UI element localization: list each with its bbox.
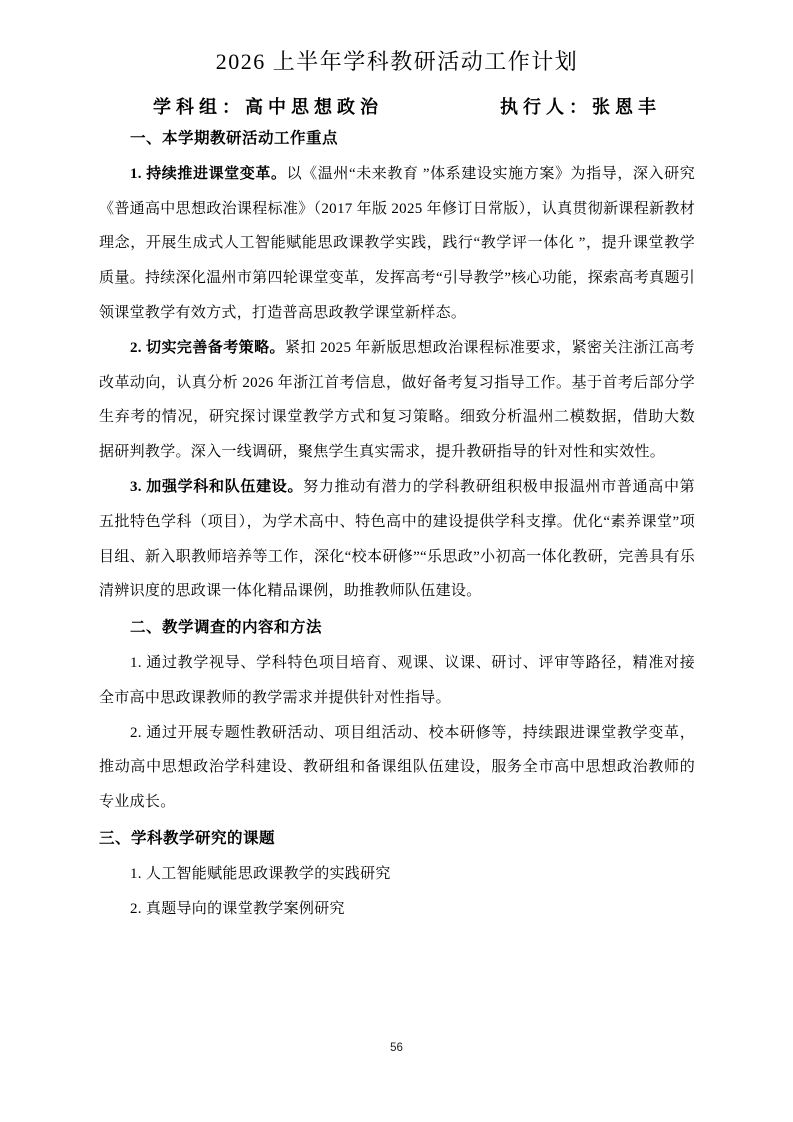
research-topic-2: 2. 真题导向的课堂教学案例研究 xyxy=(130,900,345,917)
paragraph-3-lead: 3. 加强学科和队伍建设。 xyxy=(130,478,304,495)
page-title: 2026 上半年学科教研活动工作计划 xyxy=(215,49,579,74)
paragraph-2-text: 紧扣 2025 年新版思想政治课程标准要求，紧密关注浙江高考改革动向，认真分析 2026 年浙江首考信息，做好备考复习指导工作。基于首考后部分学生弃考的情况，研究探讨课堂教学方式和复习策略。细致分析温州二模数据，借助大数据研判教学。深入一线调研，聚焦学生真实需求，提升教研指导的针对性和实效性。 xyxy=(99,339,695,461)
document-content xyxy=(99,46,695,926)
subject-group-label: 学科组：高中思想政治 xyxy=(153,97,383,117)
paragraph-1-lead: 1. 持续推进课堂变革。 xyxy=(130,165,287,182)
paragraph-survey-1: 1. 通过教学视导、学科特色项目培育、观课、议课、研讨、评审等路径，精准对接全市高中思政课教师的教学需求并提供针对性指导。 xyxy=(99,654,695,706)
paragraph-2-lead: 2. 切实完善备考策略。 xyxy=(130,339,285,356)
section-3-heading: 三、学科教学研究的课题 xyxy=(99,829,276,847)
paragraph-classroom-reform xyxy=(99,157,695,331)
page-number: 56 xyxy=(390,1042,403,1054)
paragraph-exam-strategy xyxy=(99,331,695,470)
paragraph-survey-2: 2. 通过开展专题性教研活动、项目组活动、校本研修等，持续跟进课堂教学变革，推动高中思想政治学科建设、教研组和备课组队伍建设，服务全市高中思想政治教师的专业成长。 xyxy=(99,724,695,811)
paragraph-team-building xyxy=(99,470,695,609)
executor-label: 执行人：张恩丰 xyxy=(500,97,661,117)
section-1-heading: 一、本学期教研活动工作重点 xyxy=(130,130,339,147)
section-2-heading: 二、教学调查的内容和方法 xyxy=(130,619,323,637)
meta-row xyxy=(99,94,695,120)
section-survey-methods xyxy=(99,611,695,820)
paragraph-3-text: 努力推动有潜力的学科教研组积极申报温州市普通高中第五批特色学科（项目），为学术高中、特色高中的建设提供学科支撑。优化“素养课堂”项目组、新入职教师培养等工作，深化“校本研修”“乐思政”小初高一体化教研，完善具有乐清辨识度的思政课一体化精品课例，助推教师队伍建设。 xyxy=(99,478,695,600)
paragraph-1-text: 以《温州“未来教育 ”体系建设实施方案》为指导，深入研究《普通高中思想政治课程标准》（2017 年版 2025 年修订日常版），认真贯彻新课程新教材理念，开展生成式人工智能赋能思政课教学实践，践行“教学评一体化 ”，提升课堂教学质量。持续深化温州市第四轮课堂变革，发挥高考“引导教学”核心功能，探索高考真题引领课堂教学有效方式，打造普高思政教学课堂新样态。 xyxy=(99,165,696,321)
section-work-focus xyxy=(99,122,695,609)
research-topic-1: 1. 人工智能赋能思政课教学的实践研究 xyxy=(130,865,391,882)
section-research-topics xyxy=(99,822,695,926)
